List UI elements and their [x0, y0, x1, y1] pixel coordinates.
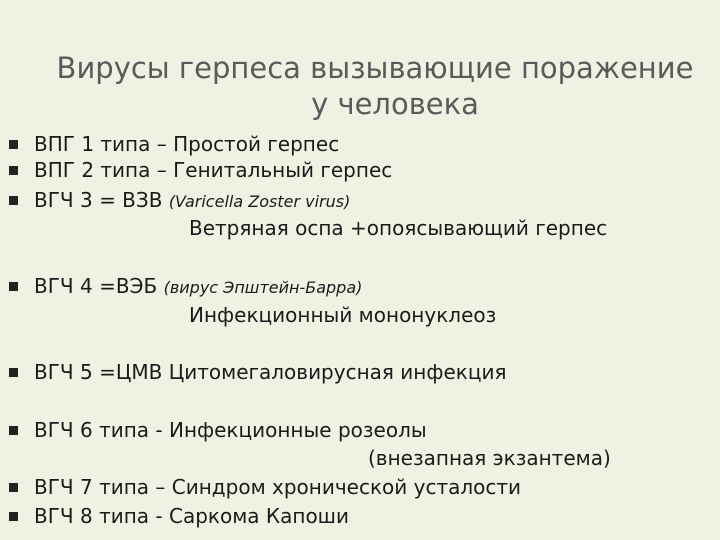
- list-item: [0, 503, 720, 529]
- list-item-subtext: Ветряная оспа +опоясывающий герпес: [189, 216, 608, 240]
- bullet-icon: [9, 166, 18, 175]
- list-item: [0, 359, 720, 385]
- bullet-icon: [9, 512, 18, 521]
- bullet-icon: [9, 196, 18, 205]
- list-item: [0, 131, 720, 157]
- list-item: [0, 187, 720, 213]
- title-line-2: у человека: [311, 87, 479, 121]
- list-item-text: ВГЧ 4 =ВЭБ: [34, 274, 158, 298]
- list-item-text: ВГЧ 6 типа - Инфекционные розеолы: [34, 418, 427, 442]
- list-item-text: ВГЧ 3 = ВЗВ: [34, 188, 163, 212]
- list-item-note: (вирус Эпштейн-Барра): [163, 278, 363, 297]
- bullet-icon: [9, 368, 18, 377]
- list-item-subtext: (внезапная экзантема): [368, 446, 611, 470]
- list-item: [0, 273, 720, 299]
- list-item-text: ВГЧ 5 =ЦМВ Цитомегаловирусная инфекция: [34, 360, 507, 384]
- list-item-note: (Varicella Zoster virus): [168, 192, 351, 211]
- title-line-1: Вирусы герпеса вызывающие поражение: [56, 51, 694, 85]
- list-item-text: ВПГ 2 типа – Генитальный герпес: [34, 158, 393, 182]
- list-item: [0, 157, 720, 183]
- bullet-icon: [9, 282, 18, 291]
- list-item: [0, 474, 720, 500]
- list-item-subtext: Инфекционный мононуклеоз: [189, 303, 497, 327]
- list-item-text: ВГЧ 8 типа - Саркома Капоши: [34, 504, 349, 528]
- bullet-icon: [9, 483, 18, 492]
- slide-title: [40, 50, 710, 122]
- list-item-text: ВПГ 1 типа – Простой герпес: [34, 132, 340, 156]
- bullet-icon: [9, 426, 18, 435]
- bullet-icon: [9, 140, 18, 149]
- list-item-text: ВГЧ 7 типа – Синдром хронической усталости: [34, 475, 522, 499]
- list-item: [0, 417, 720, 443]
